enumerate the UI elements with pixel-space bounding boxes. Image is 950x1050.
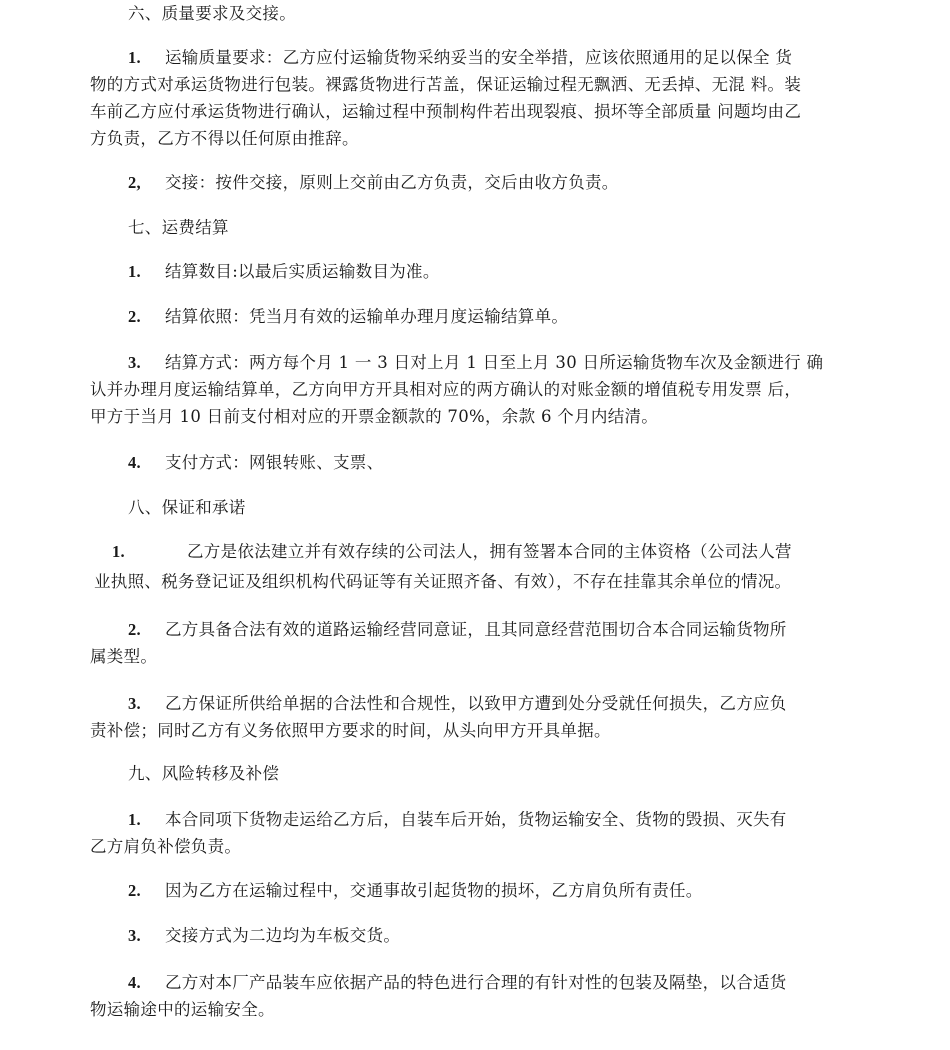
- paragraph-line: 方负责，乙方不得以任何原由推辞。: [90, 129, 359, 148]
- paragraph-line: 本合同项下货物走运给乙方后，自装车后开始，货物运输安全、货物的毁损、灭失有: [165, 810, 787, 829]
- paragraph-line: 运输质量要求：乙方应付运输货物采纳妥当的安全举措，应该依照通用的足以保全 货: [165, 48, 793, 67]
- paragraph-line: 物运输途中的运输安全。: [90, 1000, 275, 1019]
- section-heading-freight-settlement: 七、运费结算: [128, 218, 229, 237]
- paragraph-line: 业执照、税务登记证及组织机构代码证等有关证照齐备、有效），不存在挂靠其余单位的情况。: [94, 572, 792, 591]
- paragraph-line: 认并办理月度运输结算单，乙方向甲方开具相对应的两方确认的对账金额的增值税专用发票 后，: [90, 380, 802, 399]
- paragraph-line: 甲方于当月 10 日前支付相对应的开票金额款的 70%，余款 6 个月内结清。: [90, 407, 659, 426]
- paragraph-line: 乙方保证所供给单据的合法性和合规性，以致甲方遭到处分受就任何损失，乙方应负: [165, 694, 787, 713]
- paragraph-line: 乙方具备合法有效的道路运输经营同意证，且其同意经营范围切合本合同运输货物所: [165, 620, 787, 639]
- item-number: 3.: [128, 694, 141, 713]
- item-number: 1.: [112, 542, 125, 561]
- item-number: 2.: [128, 881, 141, 900]
- item-number: 3.: [128, 926, 141, 945]
- item-number: 1.: [128, 262, 141, 281]
- paragraph-line: 物的方式对承运货物进行包装。裸露货物进行苫盖，保证运输过程无飘洒、无丢掉、无混 料。装: [90, 75, 802, 94]
- paragraph-line: 责补偿；同时乙方有义务依照甲方要求的时间，从头向甲方开具单据。: [90, 721, 611, 740]
- paragraph-line: 支付方式：网银转账、支票、: [165, 453, 384, 472]
- item-number: 4.: [128, 973, 141, 992]
- item-number: 2.: [128, 307, 141, 326]
- paragraph-line: 结算数目:以最后实质运输数目为准。: [165, 262, 440, 281]
- paragraph-line: 乙方对本厂产品装车应依据产品的特色进行合理的有针对性的包装及隔垫，以合适货: [165, 973, 787, 992]
- section-heading-guarantee: 八、保证和承诺: [128, 498, 246, 517]
- item-number: 2.: [128, 620, 141, 639]
- paragraph-line: 交接方式为二边均为车板交货。: [165, 926, 401, 945]
- item-number: 1.: [128, 810, 141, 829]
- item-number: 4.: [128, 453, 141, 472]
- section-heading-risk-transfer: 九、风险转移及补偿: [128, 764, 280, 783]
- item-number: 2,: [128, 173, 141, 192]
- paragraph-line: 结算方式：两方每个月 1 一 3 日对上月 1 日至上月 30 日所运输货物车次及金额进行 确: [165, 353, 824, 372]
- item-number: 1.: [128, 48, 141, 67]
- paragraph-line: 结算依照：凭当月有效的运输单办理月度运输结算单。: [165, 307, 569, 326]
- paragraph-line: 属类型。: [90, 647, 158, 666]
- paragraph-line: 乙方是依法建立并有效存续的公司法人，拥有签署本合同的主体资格（公司法人营: [187, 542, 792, 561]
- paragraph-line: 因为乙方在运输过程中，交通事故引起货物的损坏，乙方肩负所有责任。: [165, 881, 703, 900]
- paragraph-line: 交接：按件交接，原则上交前由乙方负责，交后由收方负责。: [165, 173, 619, 192]
- item-number: 3.: [128, 353, 141, 372]
- paragraph-line: 车前乙方应付承运货物进行确认，运输过程中预制构件若出现裂痕、损坏等全部质量 问题均由乙: [90, 102, 802, 121]
- section-heading-quality: 六、质量要求及交接。: [128, 4, 296, 23]
- paragraph-line: 乙方肩负补偿负责。: [90, 837, 242, 856]
